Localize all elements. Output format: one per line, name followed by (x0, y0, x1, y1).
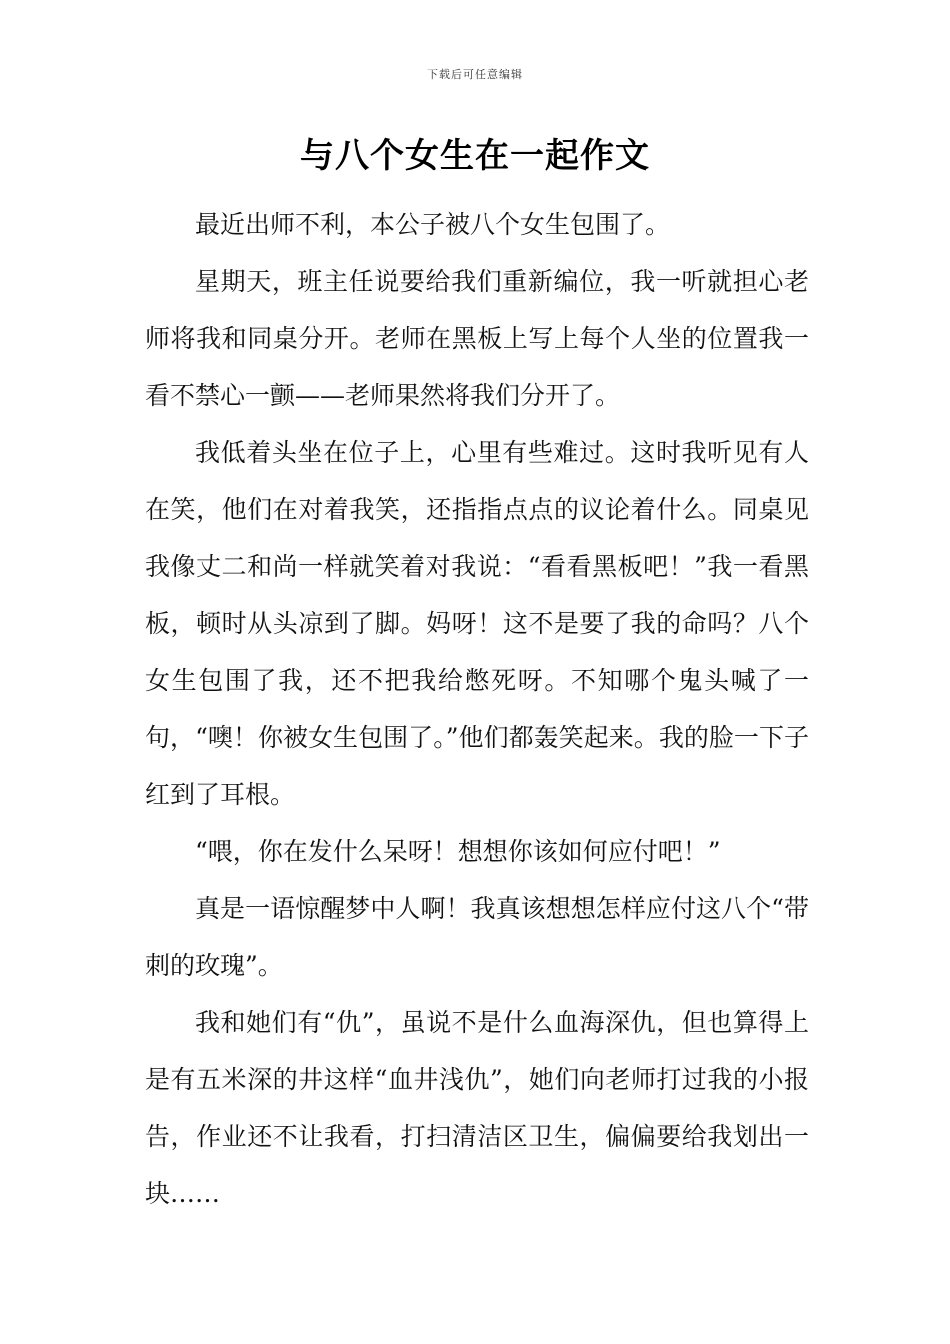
document-title: 与八个女生在一起作文 (300, 136, 650, 176)
document-body (145, 196, 809, 1222)
paragraph-5: 真是一语惊醒梦中人啊！我真该想想怎样应付这八个“带刺的玫瑰”。 (145, 894, 809, 980)
header-note: 下载后可任意编辑 (427, 68, 523, 81)
paragraph-4: “喂，你在发什么呆呀！想想你该如何应付吧！” (195, 837, 721, 866)
paragraph-1: 最近出师不利，本公子被八个女生包围了。 (195, 210, 671, 239)
paragraph-6: 我和她们有“仇”，虽说不是什么血海深仇，但也算得上是有五米深的井这样“血井浅仇”，她们向老师打过我的小报告，作业还不让我看，打扫清洁区卫生，偏偏要给我划出一块…… (145, 1008, 809, 1208)
paragraph-3: 我低着头坐在位子上，心里有些难过。这时我听见有人在笑，他们在对着我笑，还指指点点的议论着什么。同桌见我像丈二和尚一样就笑着对我说：“看看黑板吧！”我一看黑板，顿时从头凉到了脚。妈呀！这不是要了我的命吗？八个女生包围了我，还不把我给憋死呀。不知哪个鬼头喊了一句，“噢！你被女生包围了。”他们都轰笑起来。我的脸一下子红到了耳根。 (145, 438, 809, 809)
paragraph-2: 星期天，班主任说要给我们重新编位，我一听就担心老师将我和同桌分开。老师在黑板上写上每个人坐的位置我一看不禁心一颤——老师果然将我们分开了。 (145, 267, 809, 410)
